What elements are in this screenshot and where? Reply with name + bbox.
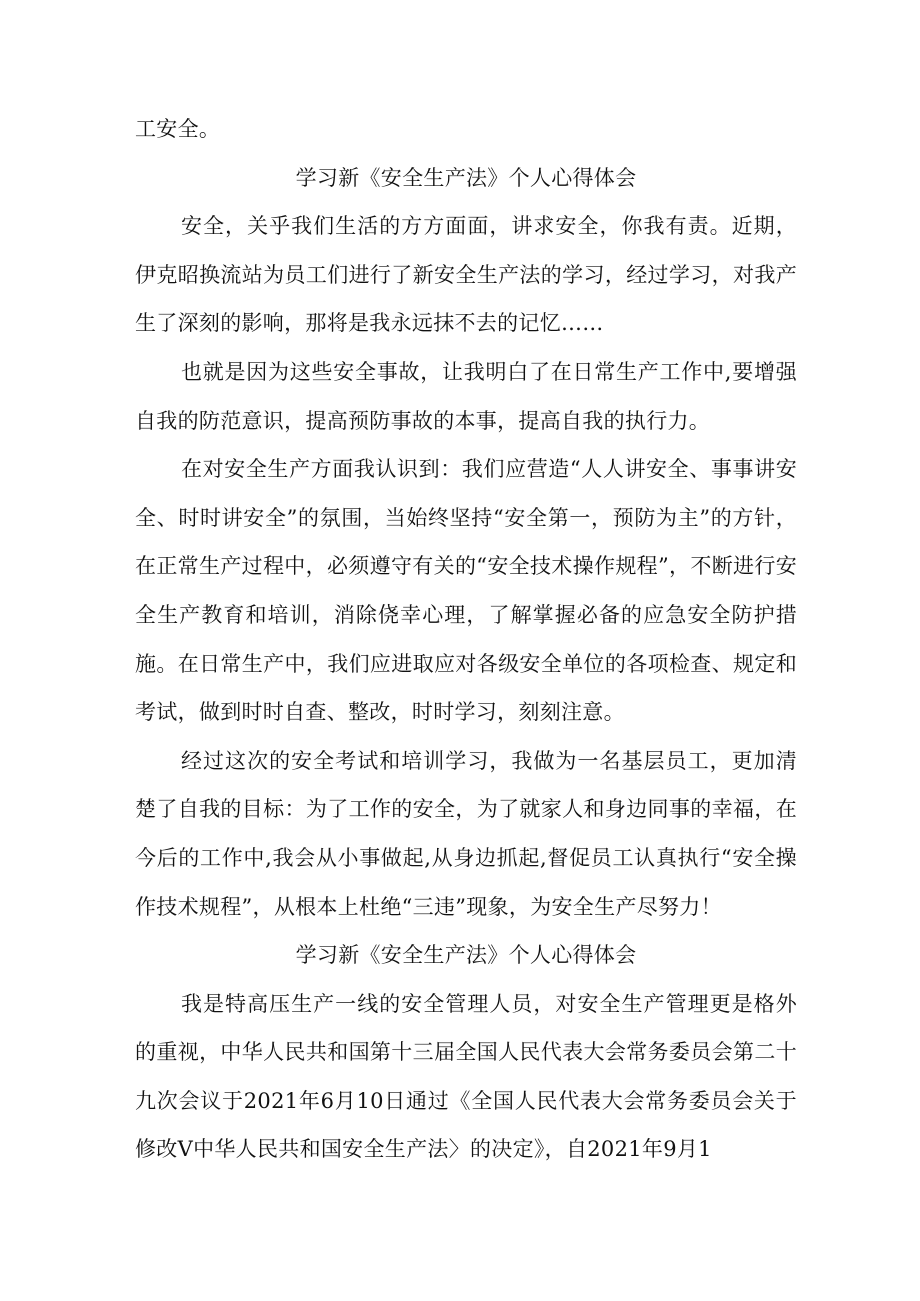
paragraph: 我是特高压生产一线的安全管理人员，对安全生产管理更是格外的重视，中华人民共和国第十三届全国人民代表大会常务委员会第二十九次会议于2021年6月10日通过《全国人民代表大会常务委员会关于修改V中华人民共和国安全生产法〉的决定》，自2021年9月1 — [135, 991, 797, 1162]
paragraph: 在对安全生产方面我认识到：我们应营造“人人讲安全、事事讲安全、时时讲安全”的氛围，当始终坚持“安全第一，预防为主”的方针，在正常生产过程中，必须遵守有关的“安全技术操作规程”，不断进行安全生产教育和培训，消除侥幸心理，了解掌握必备的应急安全防护措施。在日常生产中，我们应进取应对各级安全单位的各项检查、规定和考试，做到时时自查、整改，时时学习，刻刻注意。 — [135, 457, 797, 725]
paragraph: 安全，关乎我们生活的方方面面，讲求安全，你我有责。近期，伊克昭换流站为员工们进行了新安全生产法的学习，经过学习，对我产生了深刻的影响，那将是我永远抹不去的记忆…… — [135, 214, 797, 336]
lead-fragment: 工安全。 — [135, 117, 221, 141]
section-title-2: 学习新《安全生产法》个人心得体会 — [295, 943, 637, 968]
paragraph: 也就是因为这些安全事故，让我明白了在日常生产工作中,要增强自我的防范意识，提高预防事故的本事，提高自我的执行力。 — [135, 359, 797, 433]
document-body — [135, 105, 797, 1174]
section-title-1: 学习新《安全生产法》个人心得体会 — [295, 165, 637, 190]
paragraph: 经过这次的安全考试和培训学习，我做为一名基层员工，更加清楚了自我的目标：为了工作的安全，为了就家人和身边同事的幸福，在今后的工作中,我会从小事做起,从身边抓起,督促员工认真执行“安全操作技术规程”，从根本上杜绝“三违”现象，为安全生产尽努力！ — [135, 748, 797, 919]
